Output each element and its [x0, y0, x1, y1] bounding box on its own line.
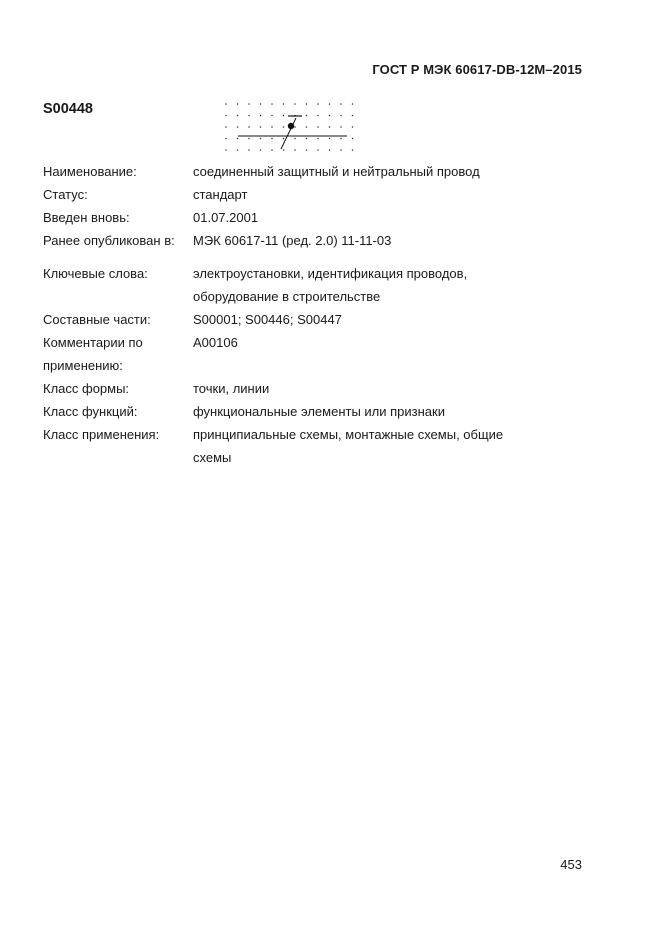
property-label: Введен вновь:: [43, 210, 130, 225]
document-header: ГОСТ Р МЭК 60617-DB-12M–2015: [372, 62, 582, 77]
property-value: точки, линии: [193, 381, 270, 396]
property-row-comments: [43, 331, 603, 377]
property-row-components: [43, 308, 603, 331]
property-value: A00106: [193, 335, 238, 350]
property-value: стандарт: [193, 187, 248, 202]
property-label: Составные части:: [43, 312, 151, 327]
property-value: S00001; S00446; S00447: [193, 312, 342, 327]
property-row-shape-class: [43, 377, 603, 400]
property-value: МЭК 60617-11 (ред. 2.0) 11-11-03: [193, 233, 392, 248]
property-value: соединенный защитный и нейтральный провод: [193, 164, 480, 179]
property-value: электроустановки, идентификация проводов, оборудование в строительстве: [193, 266, 468, 304]
protective-tick: [281, 118, 296, 149]
property-row-name: [43, 160, 603, 183]
property-label: Класс формы:: [43, 381, 130, 396]
property-label: Статус:: [43, 187, 88, 202]
property-row-status: [43, 183, 603, 206]
protective-neutral-conductor-symbol-icon: [218, 98, 368, 162]
property-label: Комментарии по применению:: [43, 335, 143, 373]
property-label: Класс функций:: [43, 404, 138, 419]
property-value: принципиальные схемы, монтажные схемы, общие схемы: [193, 427, 504, 465]
properties-list: [43, 160, 603, 469]
property-label: Класс применения:: [43, 427, 160, 442]
page-number: 453: [560, 857, 582, 872]
junction-dot: [288, 123, 294, 129]
property-label: Ключевые слова:: [43, 266, 148, 281]
property-label: Наименование:: [43, 164, 137, 179]
property-label: Ранее опубликован в:: [43, 233, 175, 248]
property-row-keywords: [43, 262, 603, 308]
property-row-introduced: [43, 206, 603, 229]
symbol-code: S00448: [43, 101, 93, 117]
property-row-application-class: [43, 423, 603, 469]
property-value: 01.07.2001: [193, 210, 259, 225]
property-row-function-class: [43, 400, 603, 423]
property-value: функциональные элементы или признаки: [193, 404, 445, 419]
property-row-published: [43, 229, 603, 252]
